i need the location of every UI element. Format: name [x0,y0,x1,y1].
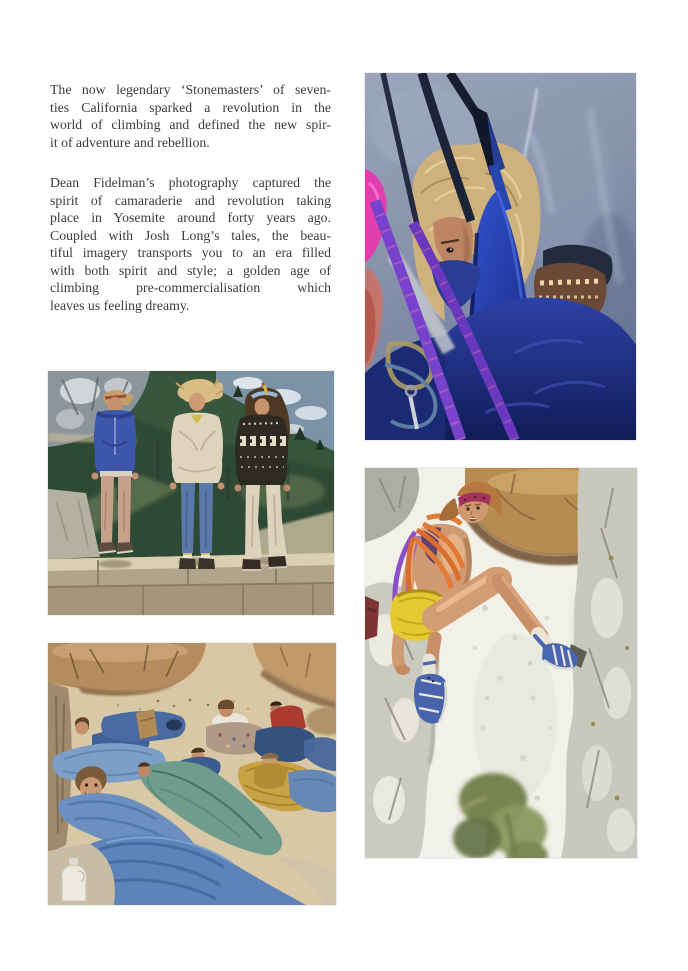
text-line: spirit of camaraderie and revolution taking [50,192,331,208]
photo-climber-hammock [365,73,636,440]
text-line: Dean Fidelman’s photography captured the [50,175,331,190]
text-line: tiful imagery transports you to an era filled [50,245,331,260]
text-line: leaves us feeling dreamy. [50,297,190,313]
text-line: climbing pre-commercialisation which [50,280,331,295]
photo-camp-sleeping-bags [48,643,336,905]
photo-climber-hammock-illustration [365,73,636,440]
text-line: Coupled with Josh Long’s tales, the beau- [50,227,331,243]
text-line: world of climbing and defined the new spir- [50,117,331,132]
text-line: The now legendary ‘Stonemasters’ of seven- [50,82,331,97]
photo-climber-bridging [365,468,637,858]
paragraph-stonemasters [50,81,331,151]
photo-three-climbers-illustration [48,371,334,615]
text-line: it of adventure and rebellion. [50,134,210,150]
text-line: ties California sparked a revolution in the [50,99,331,115]
text-line: with both spirit and style; a golden age of [50,262,331,278]
photo-climber-bridging-illustration [365,468,637,858]
paragraph-fidelman [50,174,331,314]
photo-three-climbers-wall [48,371,334,615]
intro-text-column [50,81,331,337]
photo-sleeping-bags-illustration [48,643,336,905]
text-line: place in Yosemite around forty years ago. [50,210,331,225]
